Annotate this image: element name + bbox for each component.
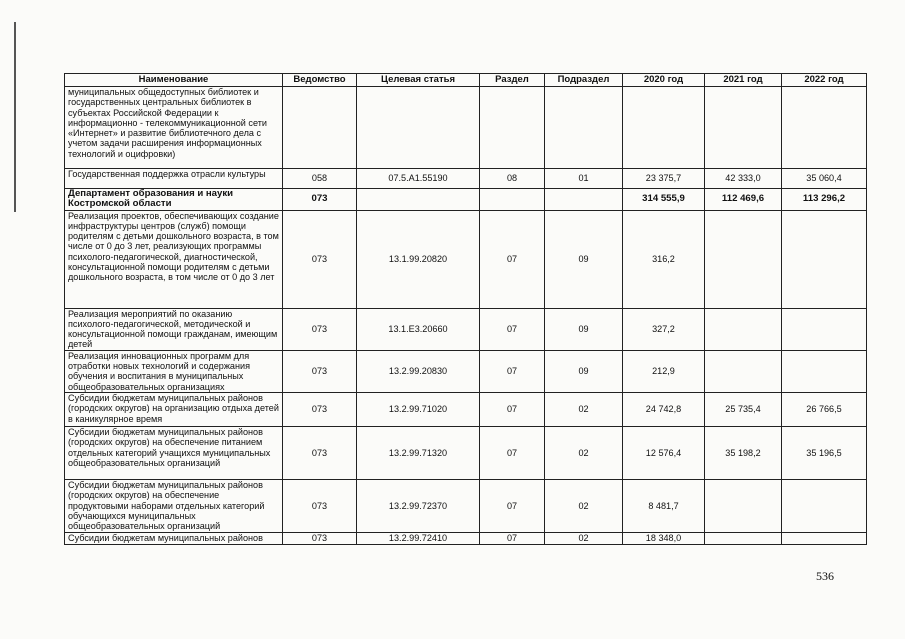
header-target-article: Целевая статья	[357, 74, 480, 87]
cell-value-2021	[705, 308, 782, 350]
cell-value-2021: 42 333,0	[705, 169, 782, 189]
cell-target-article: 13.1.E3.20660	[357, 308, 480, 350]
cell-department: 073	[283, 392, 357, 426]
cell-value-2020	[623, 87, 705, 169]
cell-section: 07	[480, 532, 545, 544]
cell-value-2020: 327,2	[623, 308, 705, 350]
cell-value-2020: 23 375,7	[623, 169, 705, 189]
table-row	[65, 210, 867, 308]
cell-value-2022	[782, 87, 867, 169]
cell-value-2022	[782, 479, 867, 532]
cell-subsection	[545, 189, 623, 211]
cell-section: 07	[480, 308, 545, 350]
header-2020: 2020 год	[623, 74, 705, 87]
cell-value-2020: 8 481,7	[623, 479, 705, 532]
table-row	[65, 169, 867, 189]
cell-department: 073	[283, 210, 357, 308]
cell-value-2022	[782, 308, 867, 350]
cell-target-article: 13.2.99.20830	[357, 350, 480, 392]
cell-value-2021: 25 735,4	[705, 392, 782, 426]
cell-subsection: 02	[545, 479, 623, 532]
cell-target-article: 13.2.99.72410	[357, 532, 480, 544]
header-subsection: Подраздел	[545, 74, 623, 87]
cell-department: 073	[283, 479, 357, 532]
cell-target-article: 13.2.99.71020	[357, 392, 480, 426]
header-name: Наименование	[65, 74, 283, 87]
cell-section: 07	[480, 350, 545, 392]
cell-section: 07	[480, 426, 545, 479]
cell-target-article: 13.2.99.71320	[357, 426, 480, 479]
cell-value-2021	[705, 210, 782, 308]
cell-department	[283, 87, 357, 169]
cell-value-2022: 35 060,4	[782, 169, 867, 189]
cell-department: 058	[283, 169, 357, 189]
cell-name: Департамент образования и науки Костромской области	[65, 189, 283, 211]
cell-value-2021: 112 469,6	[705, 189, 782, 211]
cell-value-2022: 35 196,5	[782, 426, 867, 479]
cell-value-2022	[782, 210, 867, 308]
cell-subsection: 02	[545, 426, 623, 479]
cell-value-2022	[782, 350, 867, 392]
cell-department: 073	[283, 532, 357, 544]
cell-subsection: 01	[545, 169, 623, 189]
header-2021: 2021 год	[705, 74, 782, 87]
cell-value-2022	[782, 532, 867, 544]
cell-name: Государственная поддержка отрасли культуры	[65, 169, 283, 189]
cell-value-2021	[705, 532, 782, 544]
cell-subsection: 09	[545, 350, 623, 392]
cell-subsection	[545, 87, 623, 169]
table-body	[65, 87, 867, 545]
table-row	[65, 308, 867, 350]
cell-section	[480, 189, 545, 211]
cell-name: Реализация мероприятий по оказанию психолого-педагогической, методической и консультационной помощи гражданам, имеющим детей	[65, 308, 283, 350]
cell-value-2020: 18 348,0	[623, 532, 705, 544]
table-row	[65, 392, 867, 426]
cell-value-2020: 316,2	[623, 210, 705, 308]
cell-target-article	[357, 189, 480, 211]
cell-value-2020: 212,9	[623, 350, 705, 392]
cell-section	[480, 87, 545, 169]
cell-value-2021	[705, 479, 782, 532]
cell-name: Субсидии бюджетам муниципальных районов (городских округов) на обеспечение питанием отдельных категорий учащихся муниципальных общеобразовательных организаций	[65, 426, 283, 479]
cell-name: Субсидии бюджетам муниципальных районов (городских округов) на организацию отдыха детей в каникулярное время	[65, 392, 283, 426]
table-row	[65, 350, 867, 392]
cell-value-2020: 24 742,8	[623, 392, 705, 426]
cell-subsection: 02	[545, 392, 623, 426]
table-row	[65, 532, 867, 544]
cell-subsection: 02	[545, 532, 623, 544]
header-2022: 2022 год	[782, 74, 867, 87]
cell-section: 07	[480, 479, 545, 532]
cell-department: 073	[283, 350, 357, 392]
table-row	[65, 87, 867, 169]
cell-subsection: 09	[545, 308, 623, 350]
cell-value-2020: 314 555,9	[623, 189, 705, 211]
cell-target-article: 13.1.99.20820	[357, 210, 480, 308]
cell-value-2022: 113 296,2	[782, 189, 867, 211]
table-header-row	[65, 74, 867, 87]
cell-value-2021	[705, 350, 782, 392]
header-department: Ведомство	[283, 74, 357, 87]
cell-section: 07	[480, 392, 545, 426]
cell-value-2020: 12 576,4	[623, 426, 705, 479]
cell-department: 073	[283, 426, 357, 479]
cell-department: 073	[283, 308, 357, 350]
cell-name: Реализация проектов, обеспечивающих создание инфраструктуры центров (служб) помощи родителям с детьми дошкольного возраста, в том числе от 0 до 3 лет, реализующих программы психолого-педагогической, диагностической, консультационной помощи родителям с детьми дошкольного возраста, в том числе от 0 до 3 лет	[65, 210, 283, 308]
cell-target-article: 13.2.99.72370	[357, 479, 480, 532]
cell-subsection: 09	[545, 210, 623, 308]
table-row	[65, 479, 867, 532]
cell-section: 08	[480, 169, 545, 189]
scan-edge-line	[14, 22, 16, 212]
table-row	[65, 189, 867, 211]
cell-name: муниципальных общедоступных библиотек и государственных центральных библиотек в субъектах Российской Федерации к информационно - телекоммуникационной сети «Интернет» и развитие библиотечного дела с учетом задачи расширения информационных технологий и оцифровки)	[65, 87, 283, 169]
cell-target-article	[357, 87, 480, 169]
cell-value-2021	[705, 87, 782, 169]
cell-value-2021: 35 198,2	[705, 426, 782, 479]
cell-name: Реализация инновационных программ для отработки новых технологий и содержания обучения и воспитания в муниципальных общеобразовательных организациях	[65, 350, 283, 392]
cell-target-article: 07.5.A1.55190	[357, 169, 480, 189]
cell-department: 073	[283, 189, 357, 211]
cell-name: Субсидии бюджетам муниципальных районов	[65, 532, 283, 544]
cell-section: 07	[480, 210, 545, 308]
cell-value-2022: 26 766,5	[782, 392, 867, 426]
table-row	[65, 426, 867, 479]
budget-table	[64, 73, 867, 545]
header-section: Раздел	[480, 74, 545, 87]
cell-name: Субсидии бюджетам муниципальных районов (городских округов) на обеспечение продуктовыми наборами отдельных категорий обучающихся муниципальных общеобразовательных организаций	[65, 479, 283, 532]
page-number: 536	[816, 569, 834, 583]
